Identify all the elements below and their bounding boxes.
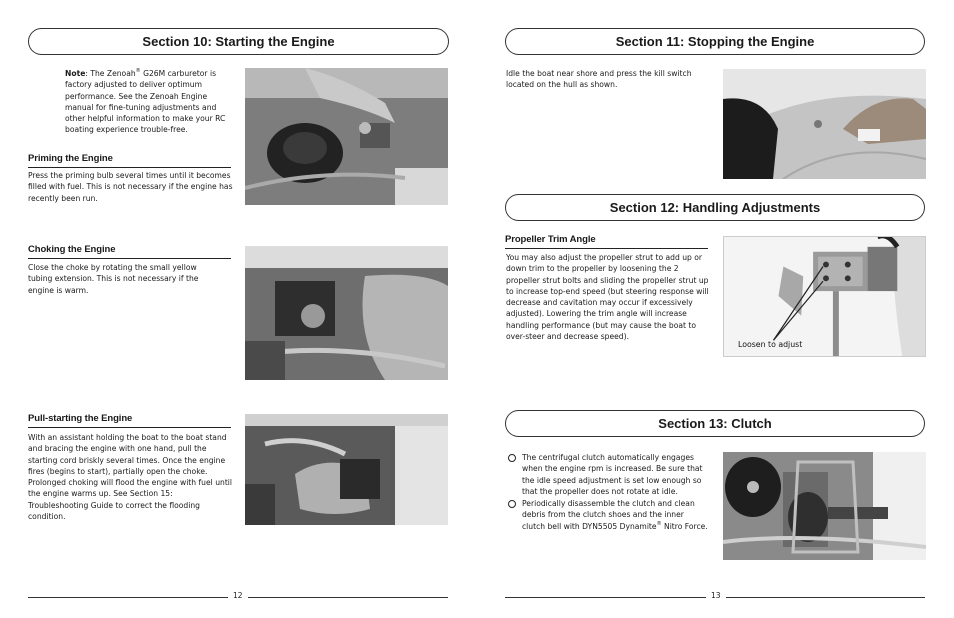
- section-13-title: [505, 410, 925, 437]
- section-12-title: [505, 194, 925, 221]
- loosen-caption-text: Loosen to adjust: [738, 340, 803, 349]
- choking-engine-photo: [245, 246, 448, 380]
- pull-starting-text: [28, 432, 234, 522]
- clutch-bullet-1: [508, 452, 708, 497]
- page-number-right: [706, 591, 726, 600]
- stopping-text: [506, 68, 711, 91]
- clutch-bullet-2-text-1: Periodically disassemble the clutch and clean debris from the clutch shoes and the inner clutch bell with DYN5505 Dynamite: [522, 499, 695, 531]
- stopping-paragraph: Idle the boat near shore and press the kill switch located on the hull as shown.: [506, 69, 692, 90]
- page-number-left-text: 12: [233, 591, 243, 600]
- section-10-title: [28, 28, 449, 55]
- note-label: Note: [65, 69, 86, 78]
- note-text-1: : The Zenoah: [85, 69, 136, 78]
- clutch-bullet-2-sup: ®: [656, 520, 662, 527]
- propeller-trim-heading-text: Propeller Trim Angle: [505, 234, 596, 245]
- priming-paragraph: Press the priming bulb several times until it becomes filled with fuel. This is not necessary if the engine has recently been run.: [28, 171, 233, 203]
- right-page: [477, 0, 954, 618]
- priming-heading: [28, 153, 231, 168]
- kill-switch-photo: [723, 69, 926, 179]
- choking-heading-text: Choking the Engine: [28, 244, 116, 255]
- priming-heading-text: Priming the Engine: [28, 153, 113, 164]
- page-number-left: [228, 591, 248, 600]
- page-number-right-text: 13: [711, 591, 721, 600]
- choking-text: [28, 262, 218, 296]
- clutch-bullet-list: [508, 452, 708, 532]
- note-sup: ®: [135, 68, 141, 74]
- hollow-circle-bullet-icon: [508, 500, 516, 508]
- clutch-bullet-1-text: The centrifugal clutch automatically engages when the engine rpm is increased. Be sure that the idle speed adjustment is set low enough so that the propeller does not rotate at idle.: [522, 453, 703, 496]
- clutch-photo: [723, 452, 926, 560]
- choking-heading: [28, 244, 231, 259]
- section-12-title-text: Section 12: Handling Adjustments: [609, 200, 821, 215]
- propeller-strut-photo: [723, 236, 926, 357]
- propeller-trim-heading: [505, 234, 708, 249]
- pull-starting-paragraph: With an assistant holding the boat to the boat stand and bracing the engine with one hand, pull the starting cord briskly several times. Once the engine fires (begins to start), partially open the choke. Prolonged choking will flood the engine with fuel until the engine warms up. See Section 15: Troubleshooting Guide to correct the flooding condition.: [28, 433, 233, 522]
- section-11-title: [505, 28, 925, 55]
- priming-engine-photo: [245, 68, 448, 205]
- pull-starting-heading: [28, 413, 231, 428]
- section-11-title-text: Section 11: Stopping the Engine: [615, 34, 815, 49]
- clutch-bullet-2-text-2: Nitro Force.: [661, 521, 708, 531]
- loosen-caption: [738, 340, 802, 349]
- note-text-2: G26M carburetor is factory adjusted to deliver optimum performance. See the Zenoah Engine manual for fine-tuning adjustments and other helpful information to make your RC boating experience trouble-free.: [65, 69, 226, 135]
- propeller-trim-text: [506, 252, 711, 342]
- hollow-circle-bullet-icon: [508, 454, 516, 462]
- clutch-bullet-2: [508, 498, 708, 532]
- choking-paragraph: Close the choke by rotating the small yellow tubing extension. This is not necessary if the engine is warm.: [28, 263, 199, 295]
- note-paragraph: [65, 68, 235, 136]
- priming-text: [28, 170, 234, 204]
- pull-starting-heading-text: Pull-starting the Engine: [28, 413, 133, 424]
- pull-starting-photo: [245, 414, 448, 525]
- propeller-trim-paragraph: You may also adjust the propeller strut to add up or down trim to the propeller by loosening the 2 propeller strut bolts and sliding the propeller strut up to increase top-end speed (but steering response will decrease and cavitation may occur if excessively adjusted). Lowering the trim angle will increase handling performance (but may cause the boat to over-steer and decrease speed).: [506, 253, 709, 342]
- section-10-title-text: Section 10: Starting the Engine: [142, 34, 335, 49]
- clutch-text: [508, 452, 708, 533]
- section-13-title-text: Section 13: Clutch: [658, 416, 772, 431]
